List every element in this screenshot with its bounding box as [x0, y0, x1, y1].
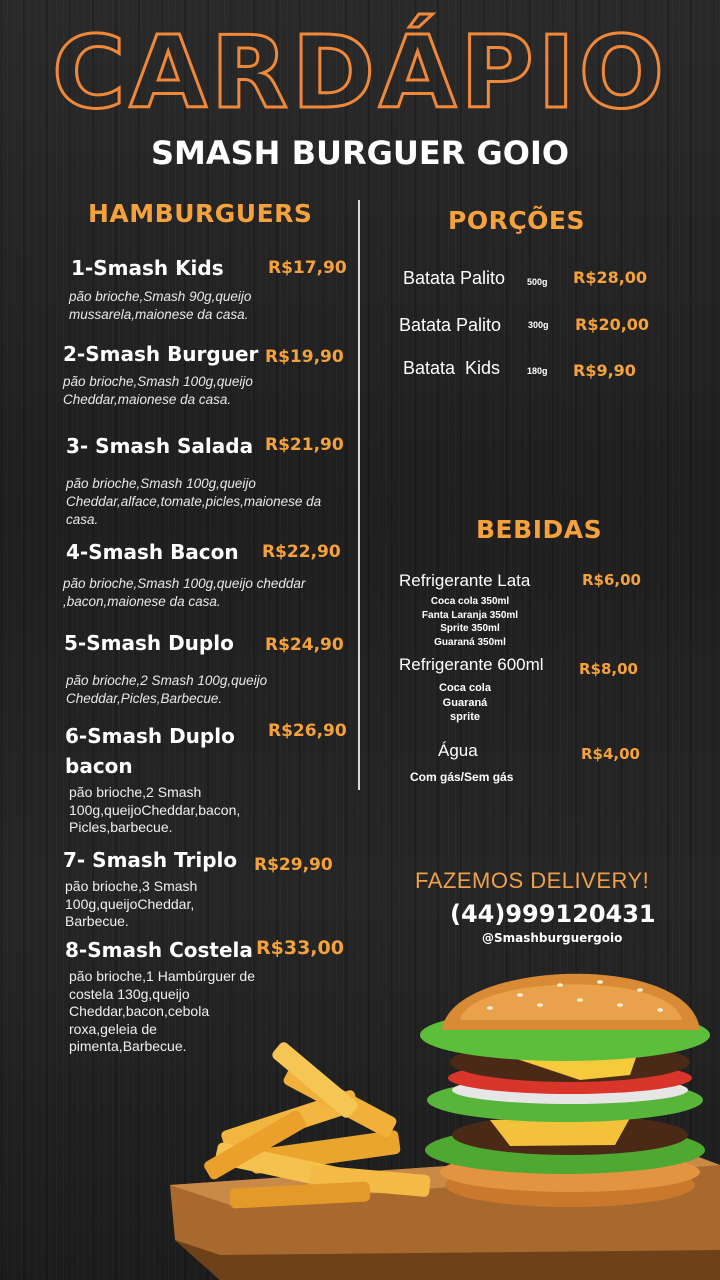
drink-option: sprite [450, 711, 480, 723]
porcao-weight: 180g [527, 366, 548, 376]
burger-description: pão brioche,Smash 90g,queijo mussarela,maionese da casa. [69, 289, 252, 322]
burger-name: 3- Smash Salada [66, 434, 254, 458]
burger-name: 8-Smash Costela [65, 938, 253, 962]
porcao-weight: 300g [528, 320, 549, 330]
burger-name: 7- Smash Triplo [63, 848, 238, 872]
drink-price: R$4,00 [581, 745, 640, 763]
porcao-name: Batata Palito [403, 268, 506, 288]
drink-option: Coca cola 350ml [430, 596, 510, 607]
burger-price: R$26,90 [268, 721, 347, 741]
column-divider [358, 200, 360, 790]
burger-name: 5-Smash Duplo [64, 631, 234, 655]
burger-price: R$21,90 [265, 435, 344, 455]
delivery-banner: FAZEMOS DELIVERY! [415, 868, 650, 893]
burger-and-fries-illustration [160, 950, 720, 1280]
drink-option: Sprite 350ml [440, 623, 500, 634]
porcao-name: Batata Kids [403, 358, 501, 378]
burger-price: R$33,00 [256, 937, 344, 959]
burger-name: 6-Smash Duplo bacon [65, 724, 235, 778]
burger-description: pão brioche,Smash 100g,queijo cheddar ,bacon,maionese da casa. [63, 576, 306, 609]
burger-price: R$22,90 [262, 542, 341, 562]
drink-options [430, 681, 500, 725]
porcao-price: R$20,00 [575, 315, 650, 334]
drink-name: Refrigerante Lata [399, 571, 531, 590]
menu-title: CARDÁPIO [52, 14, 668, 131]
burger-name: 1-Smash Kids [71, 256, 224, 280]
bebidas-heading: BEBIDAS [476, 515, 603, 544]
burger-name: 4-Smash Bacon [66, 540, 239, 564]
drink-name: Refrigerante 600ml [399, 655, 544, 674]
drink-price: R$8,00 [579, 660, 638, 678]
drink-options [405, 595, 535, 649]
burger-description: pão brioche,2 Smash 100g,queijoCheddar,bacon, Picles,barbecue. [69, 784, 241, 835]
burger-description: pão brioche,2 Smash 100g,queijo Cheddar,Picles,Barbecue. [66, 673, 268, 706]
porcao-weight: 500g [527, 277, 548, 287]
burger-description: pão brioche,3 Smash 100g,queijoCheddar, Barbecue. [65, 878, 198, 929]
instagram-handle: @Smashburguergoio [482, 931, 623, 945]
porcao-name: Batata Palito [399, 315, 502, 335]
drink-option: Com gás/Sem gás [410, 770, 514, 784]
burger-price: R$19,90 [265, 347, 344, 367]
porcao-price: R$28,00 [573, 268, 648, 287]
burger-price: R$29,90 [254, 855, 333, 875]
drink-option: Guaraná 350ml [434, 636, 506, 648]
burger-price: R$17,90 [268, 258, 347, 278]
drink-option: Fanta Laranja 350ml [421, 609, 519, 621]
burger-icon [420, 974, 710, 1207]
drink-price: R$6,00 [582, 571, 641, 589]
burger-name: 2-Smash Burguer [63, 342, 259, 366]
burger-price: R$24,90 [265, 635, 344, 655]
hamburgers-heading: HAMBURGUERS [88, 199, 313, 228]
porcao-price: R$9,90 [573, 361, 636, 380]
drink-name: Água [438, 741, 478, 760]
drink-option: Guaraná [442, 696, 488, 709]
burger-description: pão brioche,Smash 100g,queijo Cheddar,maionese da casa. [63, 374, 253, 407]
restaurant-name: SMASH BURGUER GOIO [150, 134, 570, 172]
phone-number: (44)999120431 [450, 900, 656, 928]
burger-description: pão brioche,Smash 100g,queijo Cheddar,alface,tomate,picles,maionese da casa. [66, 476, 322, 527]
burger-description: pão brioche,1 Hambúrguer de costela 130g,queijo Cheddar,bacon,cebola roxa,geleia de pimenta,Barbecue. [69, 968, 256, 1054]
porcoes-heading: PORÇÕES [448, 206, 586, 235]
drink-option: Coca cola [439, 682, 491, 694]
